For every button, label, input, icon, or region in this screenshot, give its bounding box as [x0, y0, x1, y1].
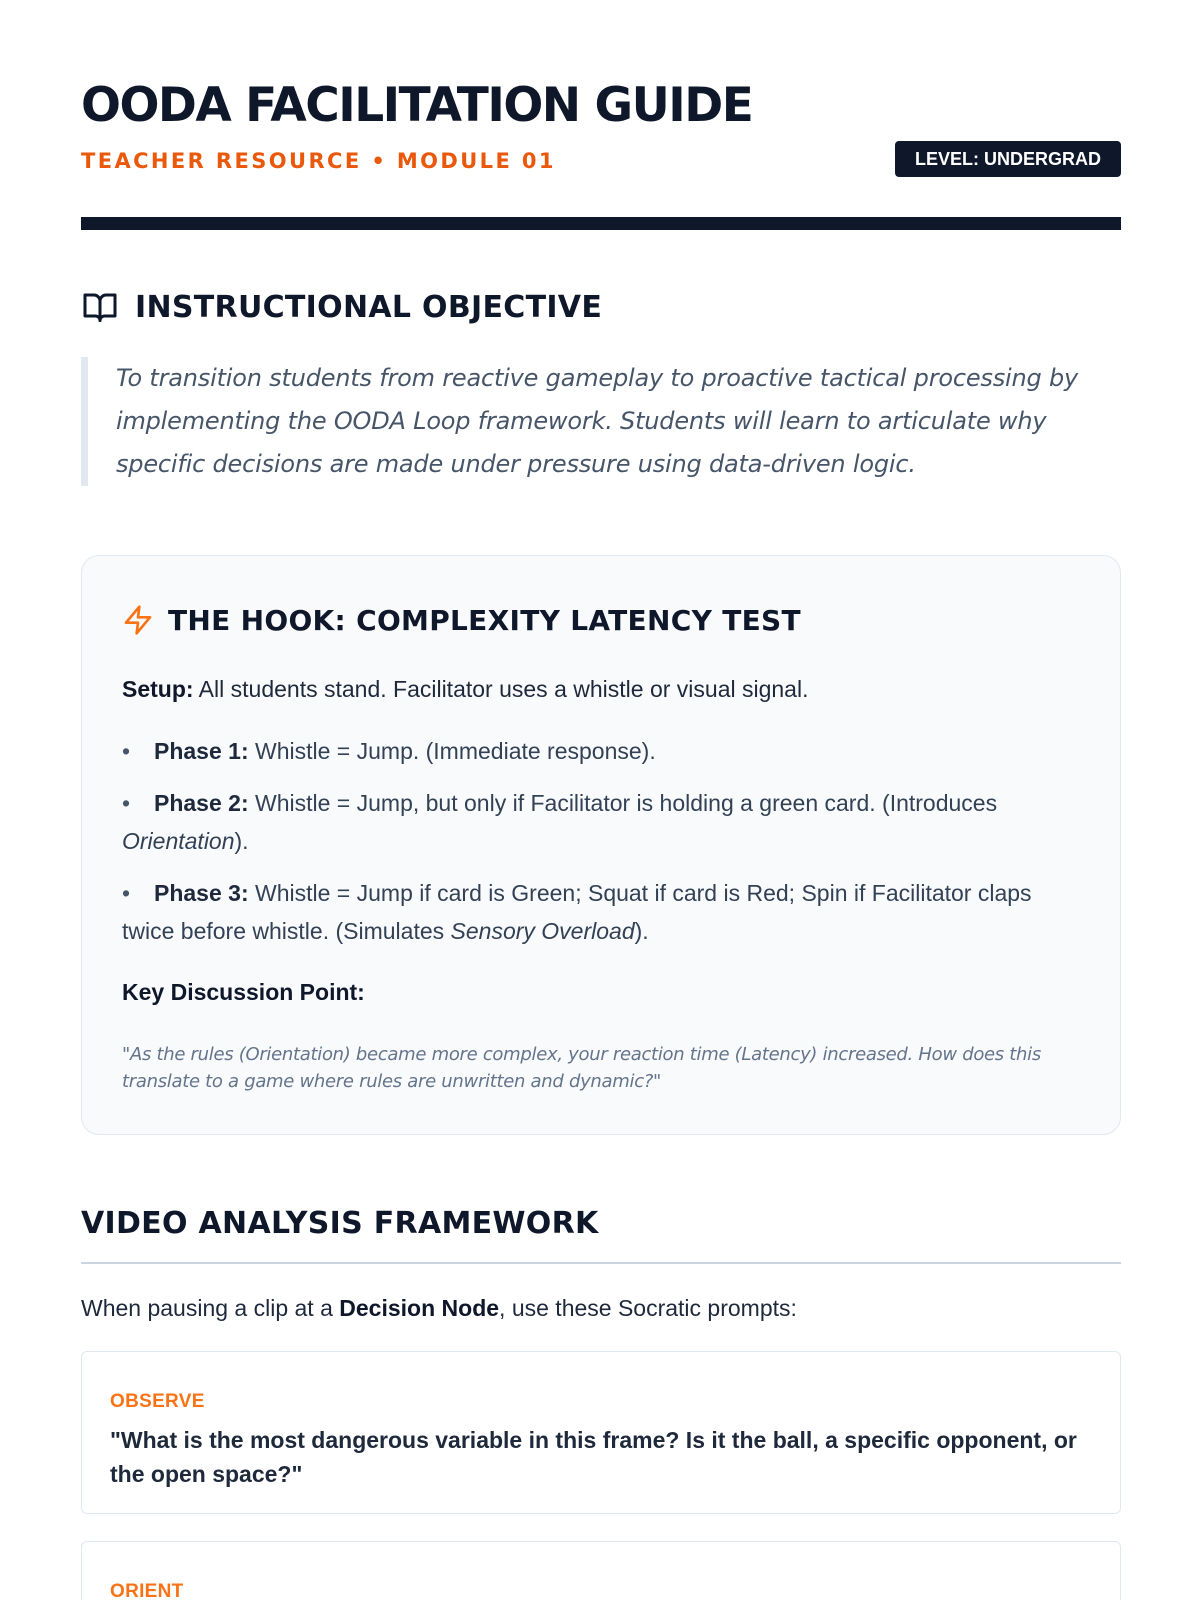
level-badge: LEVEL: UNDERGRAD: [895, 141, 1121, 177]
bullet-icon: •: [122, 738, 131, 764]
objective-heading-text: INSTRUCTIONAL OBJECTIVE: [135, 289, 603, 325]
phase-list: [122, 732, 1052, 964]
phase-italic-term: Sensory Overload: [450, 918, 635, 944]
video-heading-text: VIDEO ANALYSIS FRAMEWORK: [81, 1206, 599, 1241]
key-discussion-label: Key Discussion Point:: [122, 979, 365, 1005]
prompt-label: OBSERVE: [110, 1391, 205, 1412]
bullet-icon: •: [122, 880, 131, 906]
header-divider: [81, 217, 1121, 230]
setup-text: All students stand. Facilitator uses a whistle or visual signal.: [193, 676, 809, 702]
video-divider: [81, 1262, 1121, 1264]
phase-label: Phase 2:: [154, 790, 249, 816]
bullet-icon: •: [122, 790, 131, 816]
video-intro-text-end: , use these Socratic prompts:: [499, 1295, 797, 1321]
phase-text: Whistle = Jump. (Immediate response).: [248, 738, 656, 764]
hook-heading-text: THE HOOK: COMPLEXITY LATENCY TEST: [168, 603, 801, 637]
phase-text-end: ).: [234, 828, 249, 854]
objective-heading: [81, 287, 602, 327]
decision-node-term: Decision Node: [339, 1295, 500, 1321]
setup-line: [122, 673, 808, 705]
prompt-label: ORIENT: [110, 1581, 184, 1600]
page-title: OODA FACILITATION GUIDE: [81, 78, 753, 133]
video-intro: [81, 1292, 797, 1324]
key-discussion-quote: "As the rules (Orientation) became more complex, your reaction time (Latency) increased. How does this translate to a game where rules are unwritten and dynamic?": [122, 1044, 1041, 1092]
hook-heading: [122, 600, 801, 640]
phase-text: Whistle = Jump, but only if Facilitator is holding a green card. (Introduces: [248, 790, 998, 816]
phase-italic-term: Orientation: [122, 828, 235, 854]
prompt-text: "What is the most dangerous variable in this frame? Is it the ball, a specific opponent, or the open space?": [110, 1427, 1077, 1487]
prompt-card-orient: [81, 1541, 1121, 1600]
phase-item: [122, 732, 1052, 770]
phase-text: Whistle = Jump if card is Green; Squat if card is Red; Spin if Facilitator claps twice before whistle. (Simulates: [122, 880, 1032, 944]
phase-item: [122, 874, 1052, 950]
objective-text: To transition students from reactive gameplay to proactive tactical processing by implementing the OODA Loop framework. Students will learn to articulate why specific decisions are made under pressure using data-driven logic.: [81, 357, 1121, 486]
video-intro-text: When pausing a clip at a: [81, 1295, 340, 1321]
phase-item: [122, 784, 1052, 860]
phase-label: Phase 3:: [154, 880, 249, 906]
phase-text-end: ).: [634, 918, 649, 944]
setup-label: Setup:: [122, 676, 194, 702]
lightning-bolt-icon: [122, 603, 154, 637]
video-heading: [81, 1206, 599, 1246]
book-open-icon: [81, 289, 119, 325]
phase-label: Phase 1:: [154, 738, 249, 764]
page-subtitle: TEACHER RESOURCE • MODULE 01: [81, 149, 556, 173]
prompt-card-observe: [81, 1351, 1121, 1514]
hook-card: [81, 555, 1121, 1135]
